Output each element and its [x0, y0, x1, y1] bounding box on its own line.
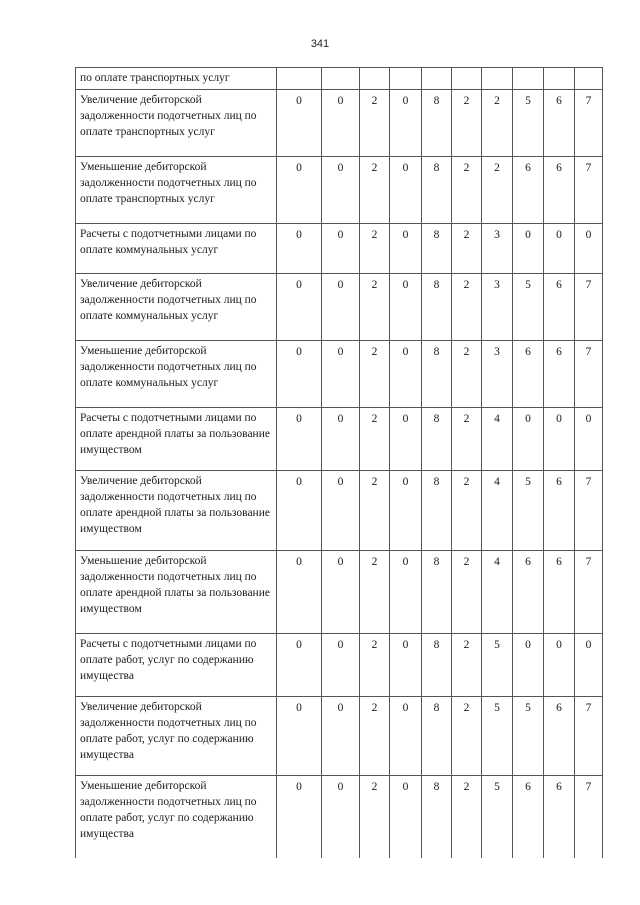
code-digit-cell: 0 [277, 157, 322, 224]
code-digit-cell: 6 [544, 551, 575, 634]
code-digit-cell: 6 [513, 341, 544, 408]
code-digit-cell: 6 [544, 776, 575, 858]
code-digit-cell: 2 [360, 471, 390, 551]
table-row [76, 551, 603, 634]
code-digit-cell: 3 [482, 224, 513, 274]
code-digit-cell: 8 [422, 408, 452, 471]
code-digit-cell: 0 [544, 634, 575, 697]
code-digit-cell: 6 [544, 274, 575, 341]
code-digit-cell: 2 [452, 274, 482, 341]
code-digit-cell: 0 [322, 224, 360, 274]
code-digit-cell: 0 [277, 634, 322, 697]
code-digit-cell: 0 [544, 224, 575, 274]
code-digit-cell: 0 [277, 341, 322, 408]
code-digit-cell: 7 [575, 157, 603, 224]
row-description: Расчеты с подотчетными лицами по оплате коммунальных услуг [76, 224, 277, 274]
code-digit-cell: 0 [277, 471, 322, 551]
code-digit-cell: 7 [575, 274, 603, 341]
code-digit-cell: 5 [513, 697, 544, 776]
table-row [76, 408, 603, 471]
code-digit-cell: 7 [575, 471, 603, 551]
code-digit-cell: 0 [322, 90, 360, 157]
code-digit-cell: 0 [390, 634, 422, 697]
code-digit-cell: 2 [360, 697, 390, 776]
code-digit-cell: 2 [360, 634, 390, 697]
code-digit-cell: 6 [544, 697, 575, 776]
code-digit-cell: 2 [452, 776, 482, 858]
code-digit-cell [390, 68, 422, 90]
code-digit-cell [277, 68, 322, 90]
code-digit-cell: 3 [482, 341, 513, 408]
code-digit-cell: 8 [422, 224, 452, 274]
code-digit-cell: 0 [544, 408, 575, 471]
code-digit-cell: 2 [360, 408, 390, 471]
code-digit-cell [422, 68, 452, 90]
row-description: Уменьшение дебиторской задолженности подотчетных лиц по оплате транспортных услуг [76, 157, 277, 224]
code-digit-cell: 2 [452, 224, 482, 274]
code-digit-cell: 0 [575, 408, 603, 471]
code-digit-cell: 3 [482, 274, 513, 341]
code-digit-cell: 8 [422, 341, 452, 408]
code-digit-cell: 5 [513, 274, 544, 341]
code-digit-cell: 0 [513, 634, 544, 697]
code-digit-cell: 0 [277, 551, 322, 634]
code-digit-cell: 2 [360, 157, 390, 224]
code-digit-cell: 7 [575, 551, 603, 634]
code-digit-cell: 2 [360, 90, 390, 157]
code-digit-cell: 0 [390, 551, 422, 634]
code-digit-cell: 4 [482, 471, 513, 551]
code-digit-cell: 2 [360, 551, 390, 634]
code-digit-cell: 0 [277, 408, 322, 471]
code-digit-cell: 6 [544, 90, 575, 157]
code-digit-cell: 8 [422, 634, 452, 697]
code-digit-cell: 5 [513, 90, 544, 157]
code-digit-cell: 0 [322, 471, 360, 551]
table-body [76, 68, 603, 858]
code-digit-cell: 0 [575, 634, 603, 697]
code-digit-cell: 0 [322, 274, 360, 341]
code-digit-cell: 6 [544, 471, 575, 551]
code-digit-cell: 0 [513, 224, 544, 274]
code-digit-cell: 4 [482, 408, 513, 471]
code-digit-cell: 0 [277, 274, 322, 341]
row-description: Уменьшение дебиторской задолженности подотчетных лиц по оплате работ, услуг по содержанию имущества [76, 776, 277, 858]
row-description: Увеличение дебиторской задолженности подотчетных лиц по оплате транспортных услуг [76, 90, 277, 157]
code-digit-cell: 0 [277, 90, 322, 157]
code-digit-cell: 0 [322, 408, 360, 471]
code-digit-cell: 8 [422, 776, 452, 858]
code-digit-cell: 2 [452, 471, 482, 551]
code-digit-cell: 8 [422, 471, 452, 551]
code-digit-cell [575, 68, 603, 90]
code-digit-cell: 0 [513, 408, 544, 471]
row-description: Расчеты с подотчетными лицами по оплате работ, услуг по содержанию имущества [76, 634, 277, 697]
code-digit-cell: 6 [544, 341, 575, 408]
page-number: 341 [310, 38, 330, 50]
code-digit-cell: 6 [513, 551, 544, 634]
code-digit-cell: 7 [575, 776, 603, 858]
table-row [76, 68, 603, 90]
account-codes-table [75, 67, 603, 858]
row-description: Расчеты с подотчетными лицами по оплате арендной платы за пользование имуществом [76, 408, 277, 471]
table-row [76, 341, 603, 408]
row-description: Уменьшение дебиторской задолженности подотчетных лиц по оплате арендной платы за пользование имуществом [76, 551, 277, 634]
table-row [76, 224, 603, 274]
code-digit-cell: 2 [452, 90, 482, 157]
table-row [76, 471, 603, 551]
code-digit-cell: 0 [390, 90, 422, 157]
code-digit-cell: 6 [544, 157, 575, 224]
code-digit-cell: 4 [482, 551, 513, 634]
row-description: Увеличение дебиторской задолженности подотчетных лиц по оплате арендной платы за пользование имуществом [76, 471, 277, 551]
code-digit-cell: 0 [322, 551, 360, 634]
code-digit-cell: 0 [575, 224, 603, 274]
code-digit-cell: 6 [513, 776, 544, 858]
code-digit-cell: 2 [360, 224, 390, 274]
code-digit-cell: 0 [390, 471, 422, 551]
code-digit-cell: 2 [452, 408, 482, 471]
code-digit-cell: 0 [390, 157, 422, 224]
row-description: Уменьшение дебиторской задолженности подотчетных лиц по оплате коммунальных услуг [76, 341, 277, 408]
code-digit-cell: 7 [575, 697, 603, 776]
code-digit-cell: 0 [322, 634, 360, 697]
code-digit-cell: 7 [575, 341, 603, 408]
row-description: по оплате транспортных услуг [76, 68, 277, 90]
code-digit-cell: 8 [422, 551, 452, 634]
code-digit-cell [360, 68, 390, 90]
table-row [76, 90, 603, 157]
code-digit-cell: 5 [482, 634, 513, 697]
code-digit-cell: 0 [277, 224, 322, 274]
code-digit-cell: 2 [452, 341, 482, 408]
code-digit-cell: 0 [322, 341, 360, 408]
code-digit-cell: 0 [277, 697, 322, 776]
row-description: Увеличение дебиторской задолженности подотчетных лиц по оплате коммунальных услуг [76, 274, 277, 341]
code-digit-cell [513, 68, 544, 90]
code-digit-cell: 2 [360, 776, 390, 858]
code-digit-cell: 8 [422, 157, 452, 224]
code-digit-cell: 5 [482, 776, 513, 858]
code-digit-cell: 8 [422, 90, 452, 157]
code-digit-cell: 2 [482, 90, 513, 157]
code-digit-cell: 5 [513, 471, 544, 551]
code-digit-cell: 0 [322, 697, 360, 776]
code-digit-cell: 0 [390, 408, 422, 471]
code-digit-cell: 0 [390, 341, 422, 408]
row-description: Увеличение дебиторской задолженности подотчетных лиц по оплате работ, услуг по содержанию имущества [76, 697, 277, 776]
code-digit-cell: 2 [482, 157, 513, 224]
code-digit-cell: 2 [360, 274, 390, 341]
code-digit-cell: 0 [390, 697, 422, 776]
table-row [76, 634, 603, 697]
code-digit-cell: 2 [452, 697, 482, 776]
code-digit-cell: 2 [452, 157, 482, 224]
code-digit-cell: 0 [322, 157, 360, 224]
code-digit-cell: 0 [277, 776, 322, 858]
code-digit-cell [482, 68, 513, 90]
code-digit-cell: 2 [360, 341, 390, 408]
code-digit-cell [544, 68, 575, 90]
code-digit-cell: 8 [422, 697, 452, 776]
table-row [76, 776, 603, 858]
code-digit-cell: 0 [390, 224, 422, 274]
code-digit-cell: 5 [482, 697, 513, 776]
code-digit-cell: 0 [322, 776, 360, 858]
code-digit-cell: 0 [390, 776, 422, 858]
code-digit-cell: 7 [575, 90, 603, 157]
code-digit-cell: 2 [452, 634, 482, 697]
table-row [76, 697, 603, 776]
code-digit-cell [452, 68, 482, 90]
code-digit-cell [322, 68, 360, 90]
table-row [76, 274, 603, 341]
table-row [76, 157, 603, 224]
code-digit-cell: 8 [422, 274, 452, 341]
code-digit-cell: 6 [513, 157, 544, 224]
code-digit-cell: 2 [452, 551, 482, 634]
code-digit-cell: 0 [390, 274, 422, 341]
